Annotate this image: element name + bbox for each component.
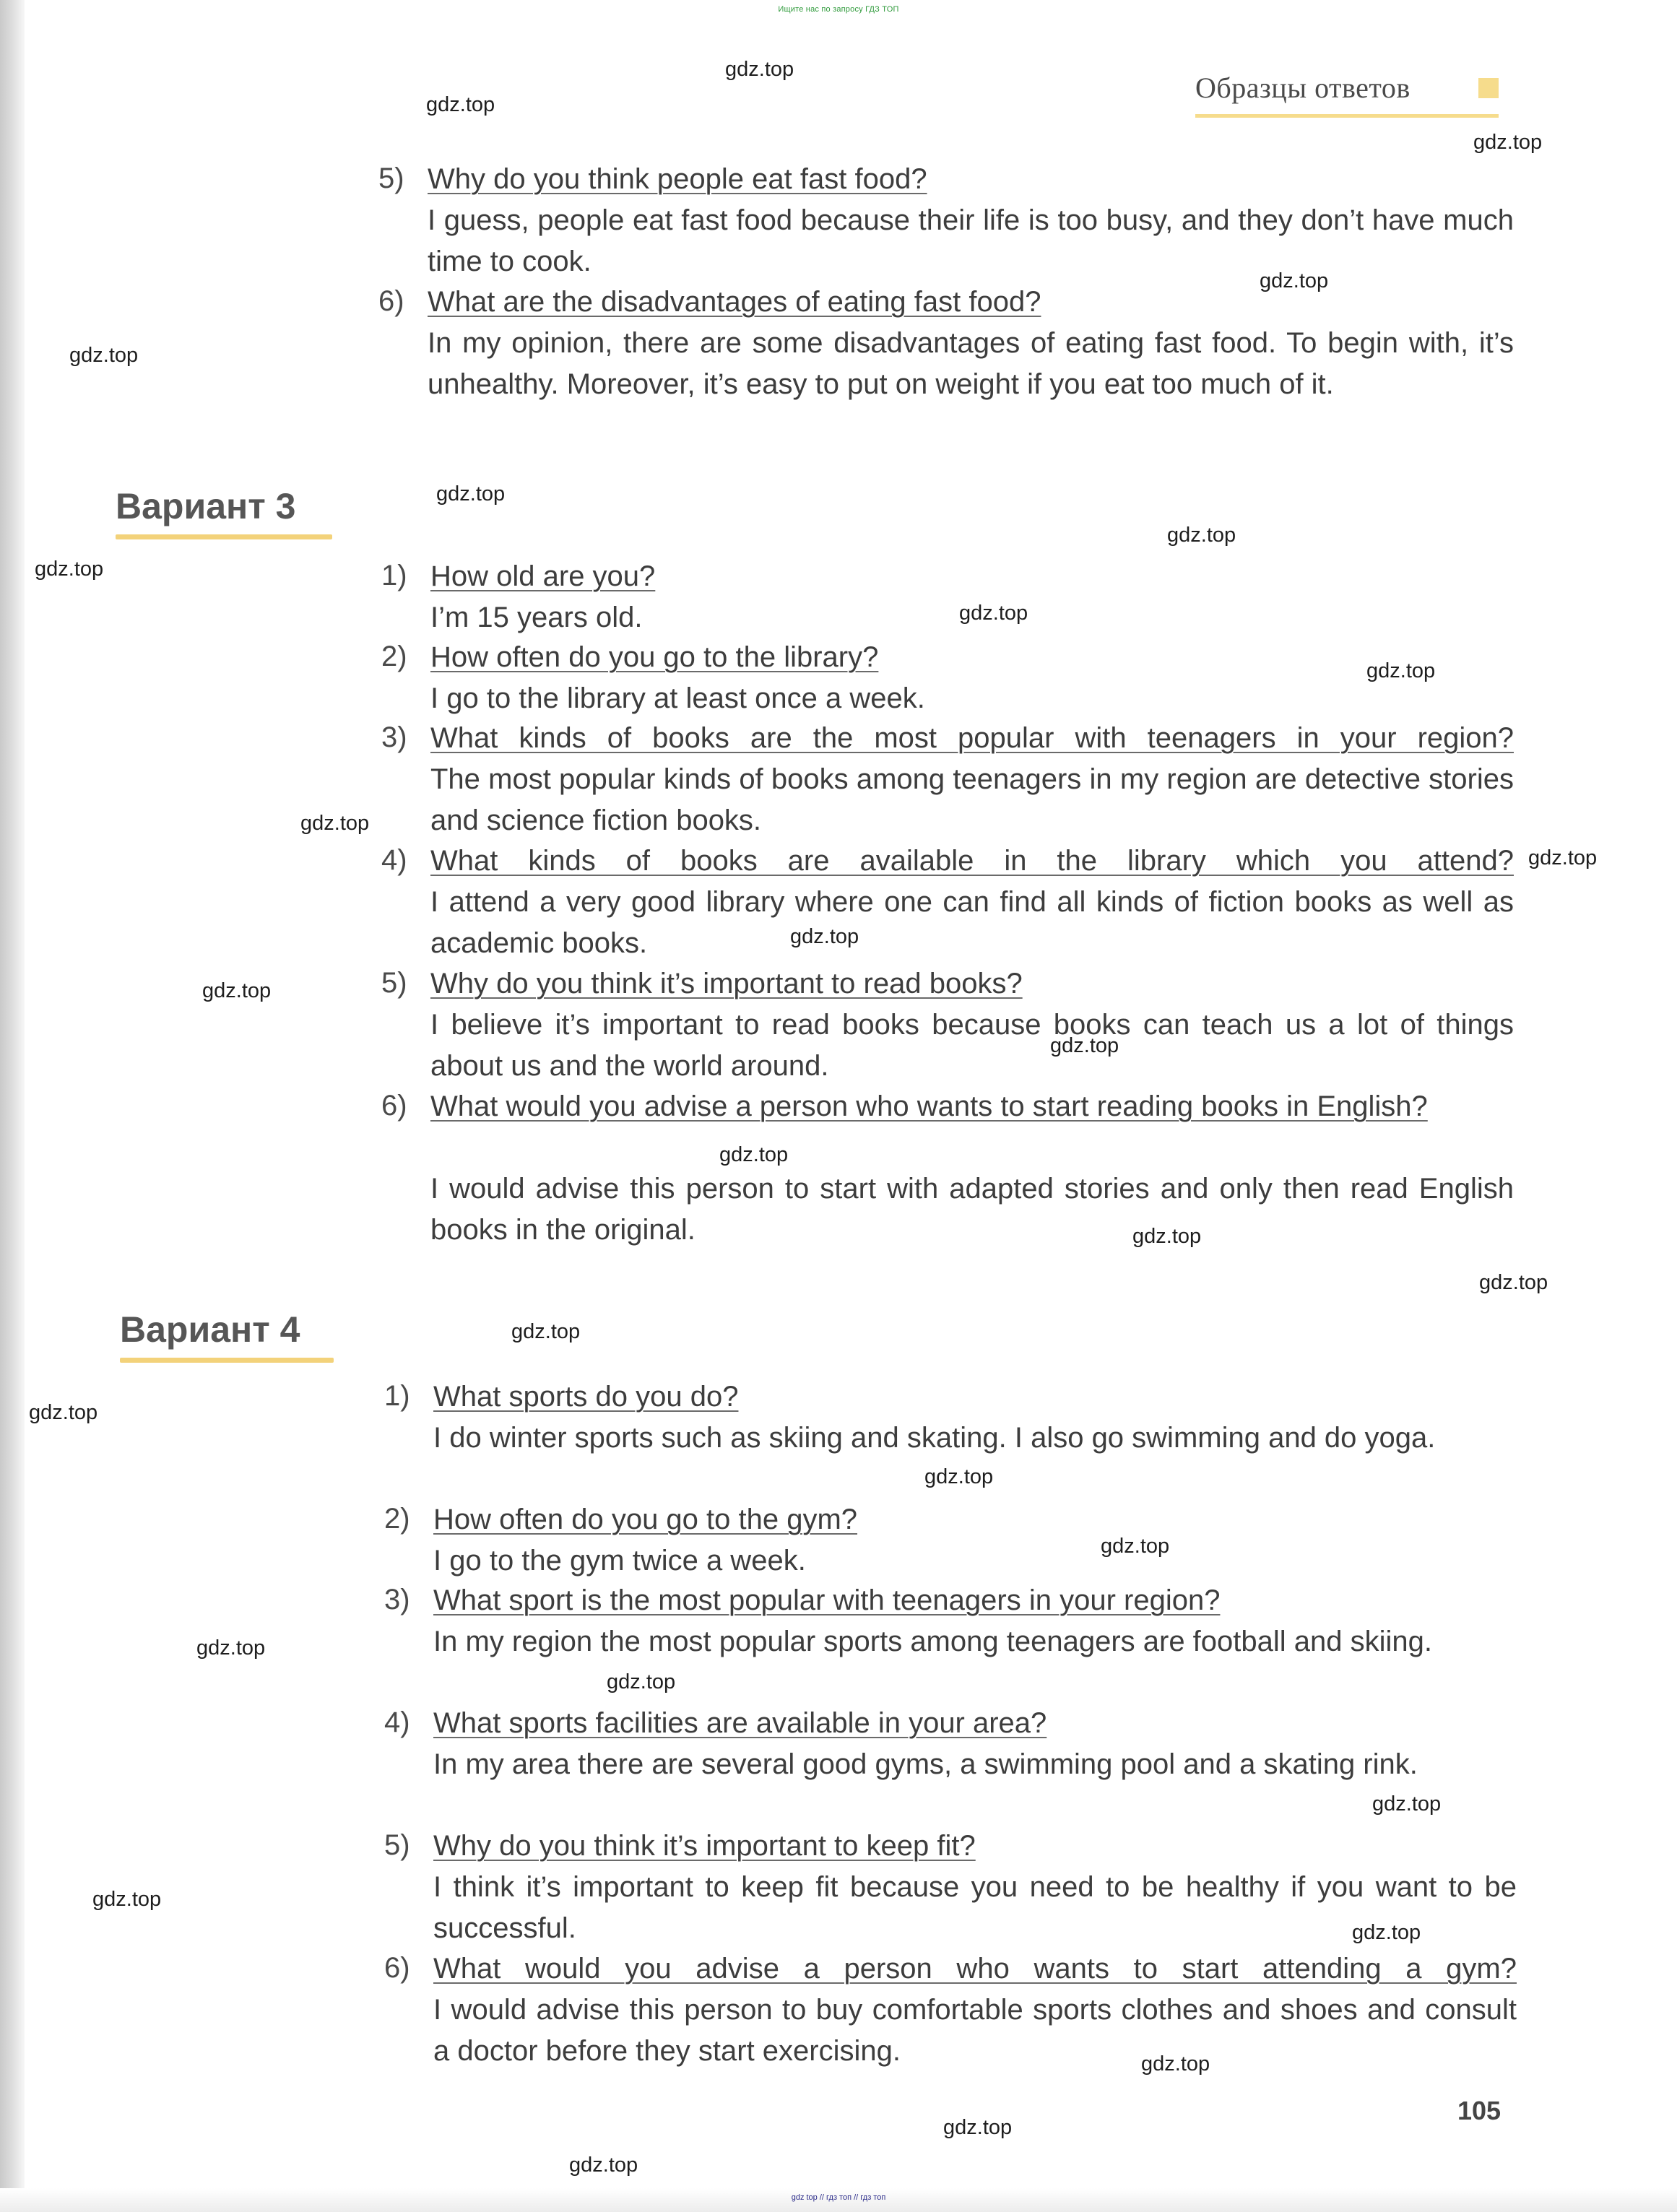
variant-4-underline bbox=[120, 1358, 334, 1363]
watermark: gdz.top bbox=[511, 1320, 581, 1343]
variant-3-underline bbox=[116, 534, 332, 539]
item-number: 4) bbox=[384, 1706, 410, 1738]
watermark: gdz.top bbox=[719, 1143, 789, 1166]
watermark: gdz.top bbox=[959, 602, 1028, 625]
item-number: 2) bbox=[384, 1503, 410, 1535]
watermark: gdz.top bbox=[436, 482, 506, 506]
question: What kinds of books are available in the library which you attend? bbox=[430, 845, 1514, 877]
item-number: 1) bbox=[384, 1380, 410, 1412]
answer: In my area there are several good gyms, a swimming pool and a skating rink. bbox=[433, 1748, 1418, 1780]
watermark: gdz.top bbox=[1101, 1535, 1170, 1558]
watermark: gdz.top bbox=[943, 2116, 1013, 2139]
question: What sports do you do? bbox=[433, 1381, 739, 1413]
watermark: gdz.top bbox=[1473, 131, 1543, 154]
item-number: 1) bbox=[381, 560, 407, 591]
answer: The most popular kinds of books among teenagers in my region are detective stories and science fiction books. bbox=[430, 763, 1514, 836]
variant-4-title: Вариант 4 bbox=[120, 1309, 300, 1350]
watermark: gdz.top bbox=[29, 1401, 98, 1424]
watermark: gdz.top bbox=[1132, 1225, 1202, 1248]
question: Why do you think people eat fast food? bbox=[428, 163, 927, 195]
answer: I attend a very good library where one can find all kinds of fiction books as well as academic books. bbox=[430, 886, 1514, 959]
item-number: 6) bbox=[378, 285, 404, 317]
item-number: 5) bbox=[381, 967, 407, 999]
answer: In my opinion, there are some disadvantages of eating fast food. To begin with, it’s unhealthy. Moreover, it’s easy to put on weight if you eat too much of it. bbox=[428, 327, 1514, 400]
watermark: gdz.top bbox=[569, 2154, 638, 2177]
page-edge-shadow bbox=[0, 0, 25, 2212]
header-title: Образцы ответов bbox=[1195, 71, 1410, 104]
question: What sport is the most popular with teenagers in your region? bbox=[433, 1584, 1221, 1616]
watermark: gdz.top bbox=[300, 812, 370, 835]
watermark: gdz.top bbox=[426, 93, 495, 116]
variant-3-title: Вариант 3 bbox=[116, 486, 296, 526]
item-number: 5) bbox=[384, 1829, 410, 1861]
answer: I would advise this person to start with adapted stories and only then read English books in the original. bbox=[430, 1173, 1514, 1246]
watermark: gdz.top bbox=[924, 1465, 994, 1488]
watermark: gdz.top bbox=[69, 344, 139, 367]
watermark: gdz.top bbox=[196, 1636, 266, 1660]
answer: I’m 15 years old. bbox=[430, 602, 643, 633]
question: Why do you think it’s important to keep fit? bbox=[433, 1830, 976, 1862]
watermark: gdz.top bbox=[1141, 2052, 1210, 2076]
watermark: gdz.top bbox=[607, 1670, 676, 1693]
item-number: 6) bbox=[384, 1952, 410, 1984]
answer: I go to the library at least once a week. bbox=[430, 682, 925, 714]
watermark: gdz.top bbox=[1479, 1271, 1548, 1294]
header-underline bbox=[1195, 114, 1499, 118]
watermark: gdz.top bbox=[1167, 524, 1236, 547]
watermark: gdz.top bbox=[1366, 659, 1436, 682]
answer: I do winter sports such as skiing and skating. I also go swimming and do yoga. bbox=[433, 1422, 1436, 1454]
watermark: gdz.top bbox=[725, 58, 794, 81]
item-number: 5) bbox=[378, 162, 404, 194]
question: What would you advise a person who wants to start reading books in English? bbox=[430, 1090, 1428, 1122]
answer: I would advise this person to buy comfortable sports clothes and shoes and consult a doctor before they start exercising. bbox=[433, 1994, 1517, 2067]
watermark: gdz.top bbox=[1528, 846, 1598, 869]
bottom-notice: gdz top // гдз топ // гдз топ bbox=[791, 2193, 886, 2202]
watermark: gdz.top bbox=[35, 558, 104, 581]
watermark: gdz.top bbox=[1260, 269, 1329, 292]
answer: I think it’s important to keep fit because you need to be healthy if you want to be successful. bbox=[433, 1871, 1517, 1944]
answer: I guess, people eat fast food because their life is too busy, and they don’t have much time to cook. bbox=[428, 204, 1514, 277]
item-number: 3) bbox=[384, 1584, 410, 1615]
question: How often do you go to the gym? bbox=[433, 1504, 858, 1535]
question: What would you advise a person who wants to start attending a gym? bbox=[433, 1953, 1517, 1985]
question: How old are you? bbox=[430, 560, 656, 592]
item-number: 3) bbox=[381, 721, 407, 753]
watermark: gdz.top bbox=[1372, 1792, 1442, 1816]
watermark: gdz.top bbox=[1352, 1921, 1421, 1944]
answer: I go to the gym twice a week. bbox=[433, 1545, 806, 1576]
page-header bbox=[1195, 71, 1513, 121]
item-number: 2) bbox=[381, 641, 407, 672]
answer: I believe it’s important to read books because books can teach us a lot of things about us and the world around. bbox=[430, 1009, 1514, 1082]
item-number: 6) bbox=[381, 1090, 407, 1122]
watermark: gdz.top bbox=[202, 979, 272, 1002]
watermark: gdz.top bbox=[790, 925, 859, 948]
question: What kinds of books are the most popular with teenagers in your region? bbox=[430, 722, 1514, 754]
item-number: 4) bbox=[381, 844, 407, 876]
question: What are the disadvantages of eating fast food? bbox=[428, 286, 1041, 318]
watermark: gdz.top bbox=[92, 1888, 162, 1911]
question: Why do you think it’s important to read books? bbox=[430, 968, 1023, 999]
watermark: gdz.top bbox=[1050, 1034, 1119, 1057]
question: How often do you go to the library? bbox=[430, 641, 879, 673]
answer: In my region the most popular sports among teenagers are football and skiing. bbox=[433, 1626, 1433, 1657]
top-notice: Ищите нас по запросу ГДЗ ТОП bbox=[778, 5, 899, 14]
page-number: 105 bbox=[1457, 2096, 1502, 2125]
header-marker bbox=[1478, 78, 1499, 98]
question: What sports facilities are available in your area? bbox=[433, 1707, 1047, 1739]
